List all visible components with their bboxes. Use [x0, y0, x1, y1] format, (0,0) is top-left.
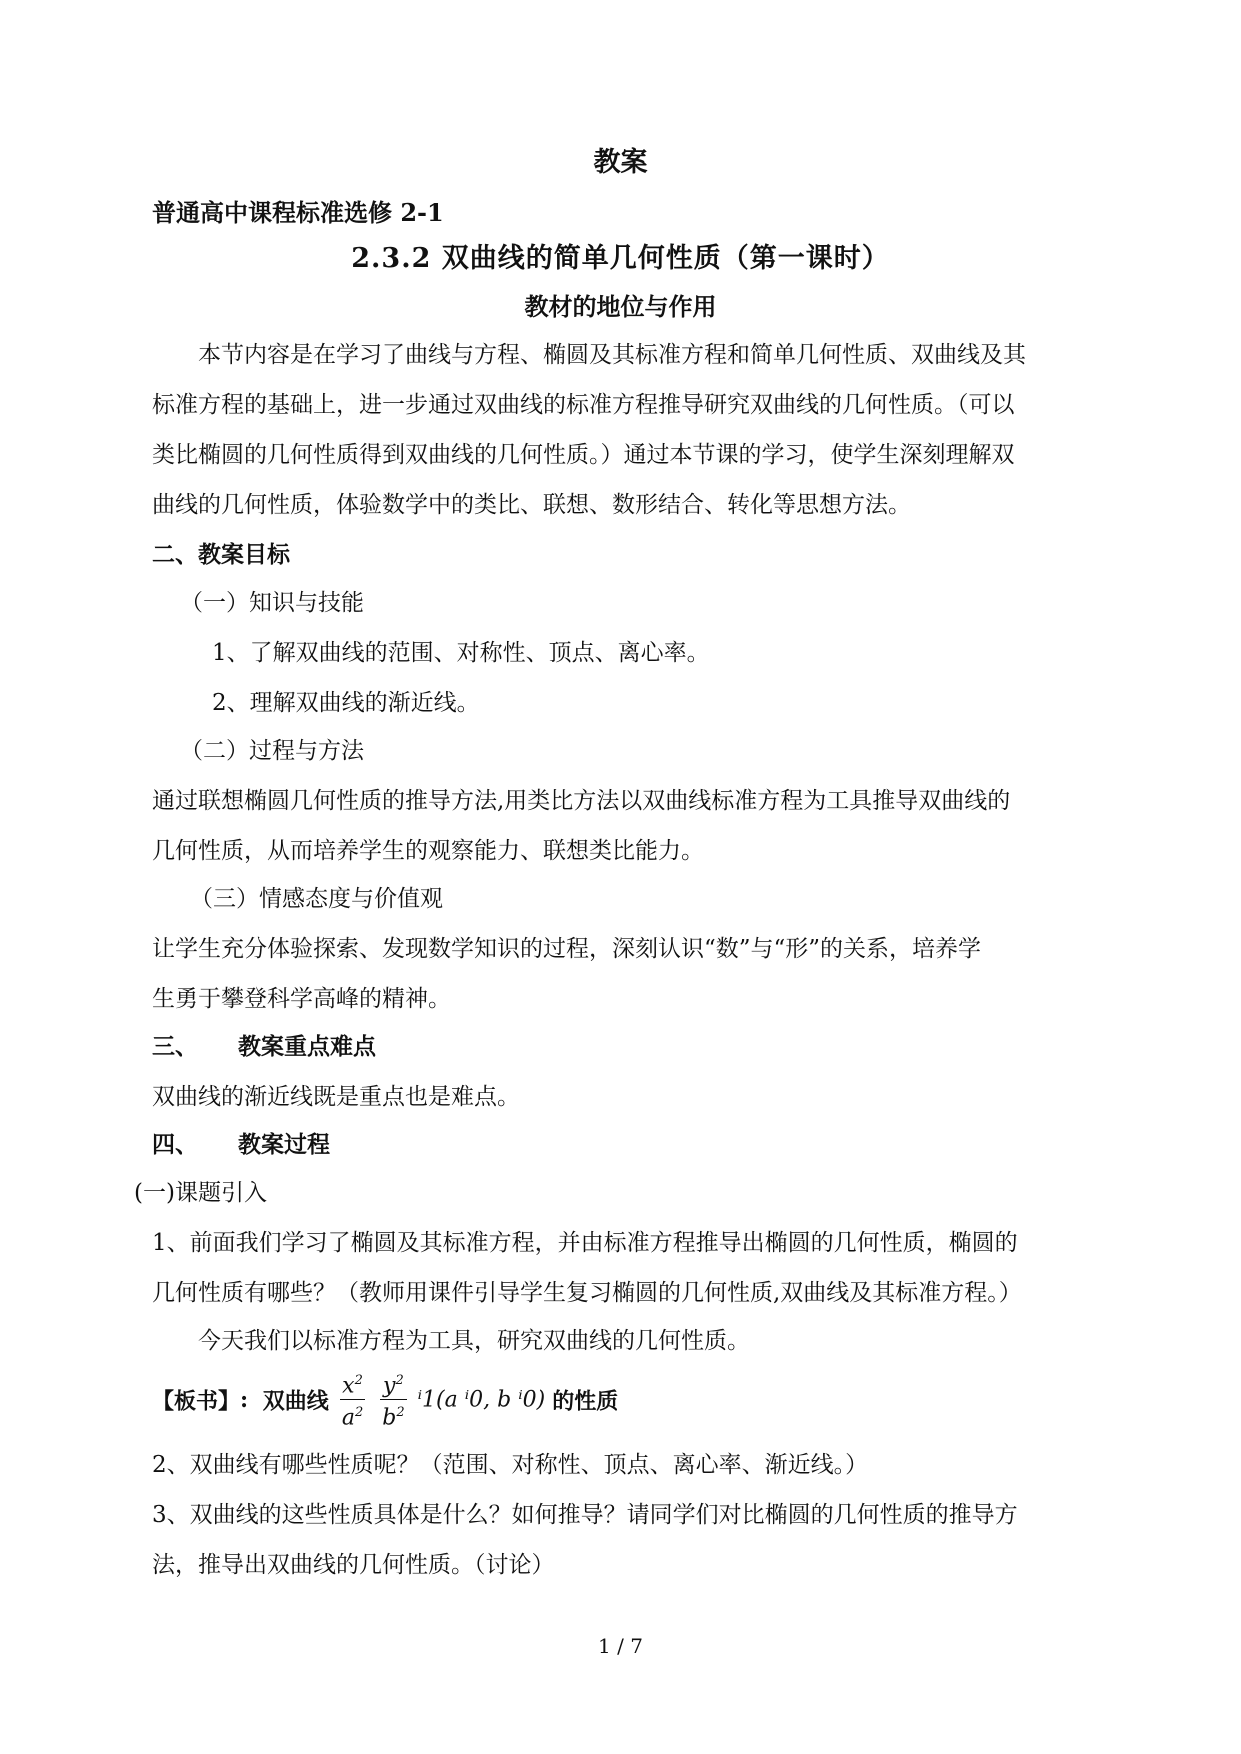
frac1-numerator: x [342, 1373, 355, 1399]
document-title: 教案 [593, 147, 648, 178]
knowledge-heading: （一）知识与技能 [180, 590, 364, 616]
teaching-process-number: 四、 [152, 1131, 198, 1158]
emotion-heading: （三）情感态度与价值观 [190, 886, 443, 912]
keypoints-number: 三、 [152, 1033, 198, 1060]
step1-line-1: 1、前面我们学习了椭圆及其标准方程，并由标准方程推导出椭圆的几何性质，椭圆的 [152, 1230, 1018, 1256]
board-formula-line: 【板书】: 双曲线 $\frac{x^2}{a^2}$ $\frac{y^2}{b^2}$ ⁱ1(a ⁱ0, b ⁱ0) 的性质 [152, 1368, 618, 1438]
step2-line: 2、双曲线有哪些性质呢？（范围、对称性、顶点、离心率、渐近线。） [152, 1452, 869, 1478]
board-suffix: 的性质 [552, 1388, 619, 1415]
intro-line-1: 本节内容是在学习了曲线与方程、椭圆及其标准方程和简单几何性质、双曲线及其 [198, 342, 1026, 368]
keypoints-heading [152, 1032, 376, 1062]
step3-line-1: 3、双曲线的这些性质具体是什么？如何推导？请同学们对比椭圆的几何性质的推导方 [152, 1502, 1018, 1528]
intro-subheading: (一)课题引入 [134, 1180, 267, 1206]
process-heading: （二）过程与方法 [180, 738, 364, 764]
frac2-num-exponent: 2 [395, 1373, 404, 1388]
frac1-den-exponent: 2 [354, 1405, 364, 1421]
keypoints-heading-text: 教案重点难点 [238, 1033, 376, 1060]
formula-tail: ⁱ1(a ⁱ0, b ⁱ0) [417, 1387, 546, 1413]
emotion-line-1: 让学生充分体验探索、发现数学知识的过程，深刻认识“数”与“形”的关系，培养学 [152, 936, 982, 962]
fraction-x-over-a [340, 1368, 365, 1432]
knowledge-item-1: 1、了解双曲线的范围、对称性、顶点、离心率。 [212, 640, 710, 666]
frac1-num-exponent: 2 [354, 1373, 363, 1388]
frac2-numerator: y [383, 1373, 396, 1399]
intro-line-4: 曲线的几何性质，体验数学中的类比、联想、数形结合、转化等思想方法。 [152, 492, 911, 518]
keypoints-text: 双曲线的渐近线既是重点也是难点。 [152, 1084, 520, 1110]
intro-line-2: 标准方程的基础上，进一步通过双曲线的标准方程推导研究双曲线的几何性质。（可以 [152, 392, 1015, 418]
step3-line-2: 法，推导出双曲线的几何性质。（讨论） [152, 1552, 555, 1578]
knowledge-item-2: 2、理解双曲线的渐近线。 [212, 690, 480, 716]
teaching-process-heading-text: 教案过程 [238, 1131, 330, 1158]
board-prefix: 双曲线 [262, 1388, 329, 1415]
fraction-y-over-b [380, 1368, 406, 1432]
page-number: 1 / 7 [598, 1634, 643, 1658]
emotion-line-2: 生勇于攀登科学高峰的精神。 [152, 986, 451, 1012]
intro-line-3: 类比椭圆的几何性质得到双曲线的几何性质。）通过本节课的学习，使学生深刻理解双 [152, 442, 1015, 468]
step1-line-3: 今天我们以标准方程为工具，研究双曲线的几何性质。 [198, 1328, 750, 1354]
board-label: 【板书】 [152, 1388, 241, 1415]
step1-line-2: 几何性质有哪些？（教师用课件引导学生复习椭圆的几何性质,双曲线及其标准方程。） [152, 1280, 1022, 1306]
lesson-title: 2.3.2 双曲线的简单几何性质（第一课时） [351, 243, 890, 274]
process-line-2: 几何性质，从而培养学生的观察能力、联想类比能力。 [152, 838, 704, 864]
process-line-1: 通过联想椭圆几何性质的推导方法,用类比方法以双曲线标准方程为工具推导双曲线的 [152, 788, 1011, 814]
section-heading: 教材的地位与作用 [524, 292, 717, 321]
frac1-denominator: a [341, 1405, 355, 1431]
course-label: 普通高中课程标准选修 2-1 [152, 198, 444, 227]
goals-heading: 二、教案目标 [152, 541, 290, 568]
frac2-den-exponent: 2 [396, 1405, 405, 1421]
frac2-denominator: b [382, 1405, 397, 1431]
teaching-process-heading [152, 1130, 330, 1160]
